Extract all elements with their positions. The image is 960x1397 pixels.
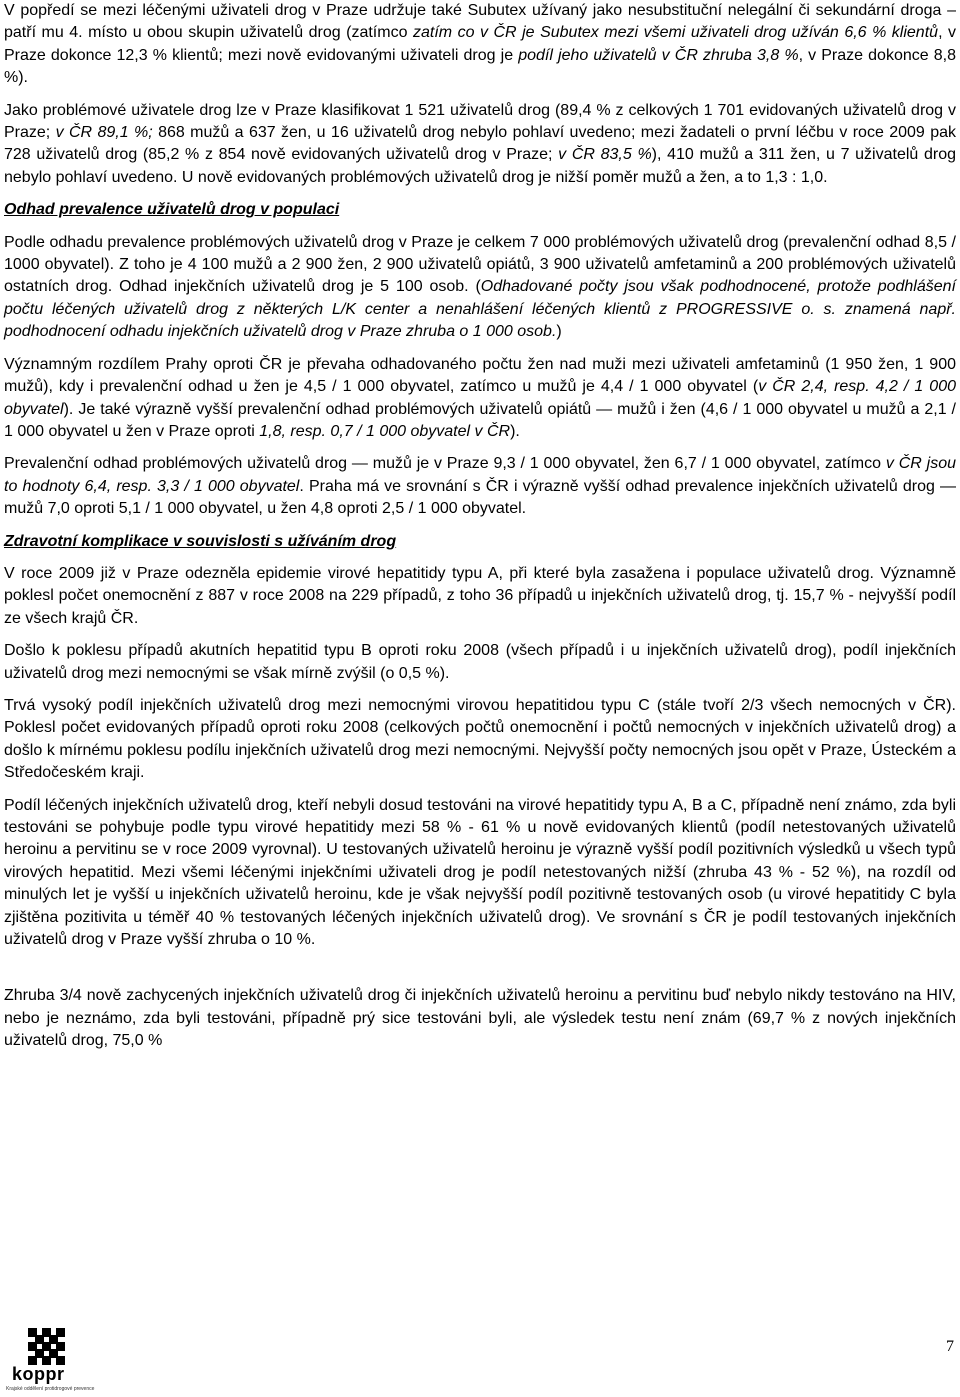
text-run: Trvá vysoký podíl injekčních uživatelů drog mezi nemocnými virovou hepatitidou typu C (stále tvoří 2/3 všech nemocných v ČR). Poklesl počet evidovaných případů oproti roku 2008 (celkových počtů onemocnění i počtů nemocných v injekčních uživatelů drog) a došlo k mírnému poklesu podílu injekčních uživatelů drog mezi nemocnými. Nejvyšší počty nemocných jsou opět v Praze, Ústeckém a Středočeském kraji. xyxy=(4,696,956,782)
text-run: Zdravotní komplikace v souvislosti s užíváním drog xyxy=(4,532,397,550)
body-paragraph xyxy=(4,640,956,685)
body-paragraph xyxy=(4,695,956,785)
text-run: ). Je také výrazně vyšší prevalenční odhad problémových uživatelů opiátů — mužů i žen (4,6 / 1 000 obyvatel u mužů a 2,1 / 1 000 obyvatel u žen v Praze oproti xyxy=(4,400,956,440)
text-run: ), 410 mužů a 311 žen, u 7 uživatelů drog nebylo pohlaví uvedeno. U nově evidovaných problémových uživatelů drog je nižší poměr mužů a žen, a to 1,3 : 1,0. xyxy=(4,146,956,186)
logo-wordmark: koppr xyxy=(12,1364,65,1384)
koppr-logo-icon xyxy=(28,1328,66,1366)
italic-run: Odhadované počty jsou však podhodnocené, protože podhlášení počtu léčených uživatelů drog z některých L/K center a nenahlášení léčených klientů z PROGRESSIVE o. s. znamená např. podhodnocení odhadu injekčních uživatelů drog v Praze zhruba o 1 000 osob. xyxy=(4,278,956,341)
text-run: Zhruba 3/4 nově zachycených injekčních uživatelů drog či injekčních uživatelů heroinu a pervitinu buď nebylo nikdy testováno na HIV, nebo je neznámo, zda byli testováni, případně prý sice testováni byli, ale výsledek testu není znám (69,7 % z nových injekčních uživatelů drog, 75,0 % xyxy=(4,987,956,1050)
text-run: 868 mužů a 637 žen, u 16 uživatelů drog nebylo pohlaví uvedeno; mezi žadateli o první léčbu v roce 2009 pak 728 uživatelů drog (85,2 % z 854 nově evidovaných uživatelů drog v Praze; xyxy=(4,124,956,164)
text-run: , v Praze dokonce 12,3 % klientů; mezi nově evidovanými uživateli drog je xyxy=(4,24,957,64)
italic-run: v ČR 2,4, resp. 4,2 / 1 000 obyvatel xyxy=(4,378,957,418)
italic-run: v ČR 89,1 %; xyxy=(55,124,153,142)
italic-run: 1,8, resp. 0,7 / 1 000 obyvatel v ČR xyxy=(259,422,511,440)
document-page xyxy=(4,0,956,1063)
body-paragraph xyxy=(4,232,956,344)
logo-subtitle: Krajské oddělení protidrogové prevence xyxy=(6,1386,95,1392)
text-run: ) xyxy=(556,323,562,341)
text-run: ). xyxy=(510,422,520,440)
text-run: Došlo k poklesu případů akutních hepatitid typu B oproti roku 2008 (všech případů i u injekčních uživatelů drog), podíl injekčních uživatelů drog mezi nemocnými se však mírně zvýšil (o 0,5 %). xyxy=(4,642,956,682)
section-heading xyxy=(4,199,956,221)
page-number: 7 xyxy=(946,1338,954,1355)
text-run: V roce 2009 již v Praze odezněla epidemie virové hepatitidy typu A, při které byla zasažena i populace uživatelů drog. Významně poklesl počet onemocnění z 887 v roce 2008 na 229 případů, z toho 36 případů u injekčních uživatelů drog, tj. 15,7 % - nejvyšší podíl ze všech krajů ČR. xyxy=(4,564,956,627)
text-run: Odhad prevalence uživatelů drog v populaci xyxy=(4,201,340,219)
text-run: Jako problémové uživatele drog lze v Praze klasifikovat 1 521 uživatelů drog (89,4 % z celkových 1 701 evidovaných uživatelů drog v Praze; xyxy=(4,101,956,142)
body-paragraph xyxy=(4,354,956,444)
text-run: V popředí se mezi léčenými uživateli drog v Praze udržuje také Subutex užívaný jako nesubstituční nelegální či sekundární droga – patří mu 4. místo u obou skupin uživatelů drog (zatímco xyxy=(4,2,956,42)
body-paragraph xyxy=(4,985,956,1052)
italic-run: podíl jeho uživatelů v ČR zhruba 3,8 % xyxy=(518,46,799,64)
text-run: . Praha má ve srovnání s ČR i výrazně vyšší odhad prevalence injekčních uživatelů drog — mužů 7,0 oproti 5,1 / 1 000 obyvatel, u žen 4,8 oproti 2,5 / 1 000 obyvatel. xyxy=(4,477,957,518)
text-run: Významným rozdílem Prahy oproti ČR je převaha odhadovaného počtu žen nad muži mezi uživateli amfetaminů (1 950 žen, 1 900 mužů), kdy i prevalenční odhad u žen je 4,5 / 1 000 obyvatel, zatímco u mužů je 4,4 / 1 000 obyvatel ( xyxy=(4,355,956,396)
text-run: Podle odhadu prevalence problémových uživatelů drog v Praze je celkem 7 000 problémových uživatelů drog (prevalenční odhad 8,5 / 1000 obyvatel). Z toho je 4 100 mužů a 2 900 žen, 2 900 uživatelů opiátů, 3 900 uživatelů amfetaminů a 200 problémových uživatelů ostatních drog. Odhad injekčních uživatelů drog je 5 100 osob. ( xyxy=(4,233,956,296)
body-paragraph xyxy=(4,0,956,90)
body-paragraph xyxy=(4,453,956,520)
text-run: Podíl léčených injekčních uživatelů drog, kteří nebyli dosud testováni na virové hepatitidy typu A, B a C, případně není známo, zda byli testováni se pohybuje podle typu virové hepatitidy mezi 58 % - 61 % u nově evidovaných klientů (podíl netestovaných uživatelů heroinu a pervitinu se v roce 2009 vyrovnal). U testovaných uživatelů heroinu je výrazně vyšší podíl pozitivních výsledků u všech typů virových hepatitid. Mezi všemi léčenými injekčními uživateli drog je podíl netestovaných nižší (zhruba 43 % - 52 %), na rozdíl od minulých let je vyšší u injekčních uživatelů heroinu, kde je však nejvyšší podíl pozitivně testovaných osob (u virové hepatitidy C byla zjištěna pozitivita u téměř 40 % testovaných léčených injekčních uživatelů drog). Ve srovnání s ČR je podíl testovaných injekčních uživatelů drog v Praze vyšší zhruba o 10 %. xyxy=(4,796,956,949)
italic-run: v ČR 83,5 % xyxy=(558,146,652,164)
italic-run: zatím co v ČR je Subutex mezi všemi uživateli drog užíván 6,6 % klientů xyxy=(412,24,939,42)
body-paragraph xyxy=(4,795,956,952)
section-heading xyxy=(4,531,956,553)
text-run: Prevalenční odhad problémových uživatelů drog — mužů je v Praze 9,3 / 1 000 obyvatel, žen 6,7 / 1 000 obyvatel, zatímco xyxy=(4,455,886,473)
text-run: , v Praze dokonce 8,8 %). xyxy=(4,46,957,87)
section-spacer xyxy=(4,961,956,985)
body-paragraph xyxy=(4,563,956,630)
body-paragraph xyxy=(4,100,956,190)
italic-run: v ČR jsou to hodnoty 6,4, resp. 3,3 / 1 000 obyvatel xyxy=(4,455,956,495)
koppr-logo xyxy=(6,1328,106,1394)
